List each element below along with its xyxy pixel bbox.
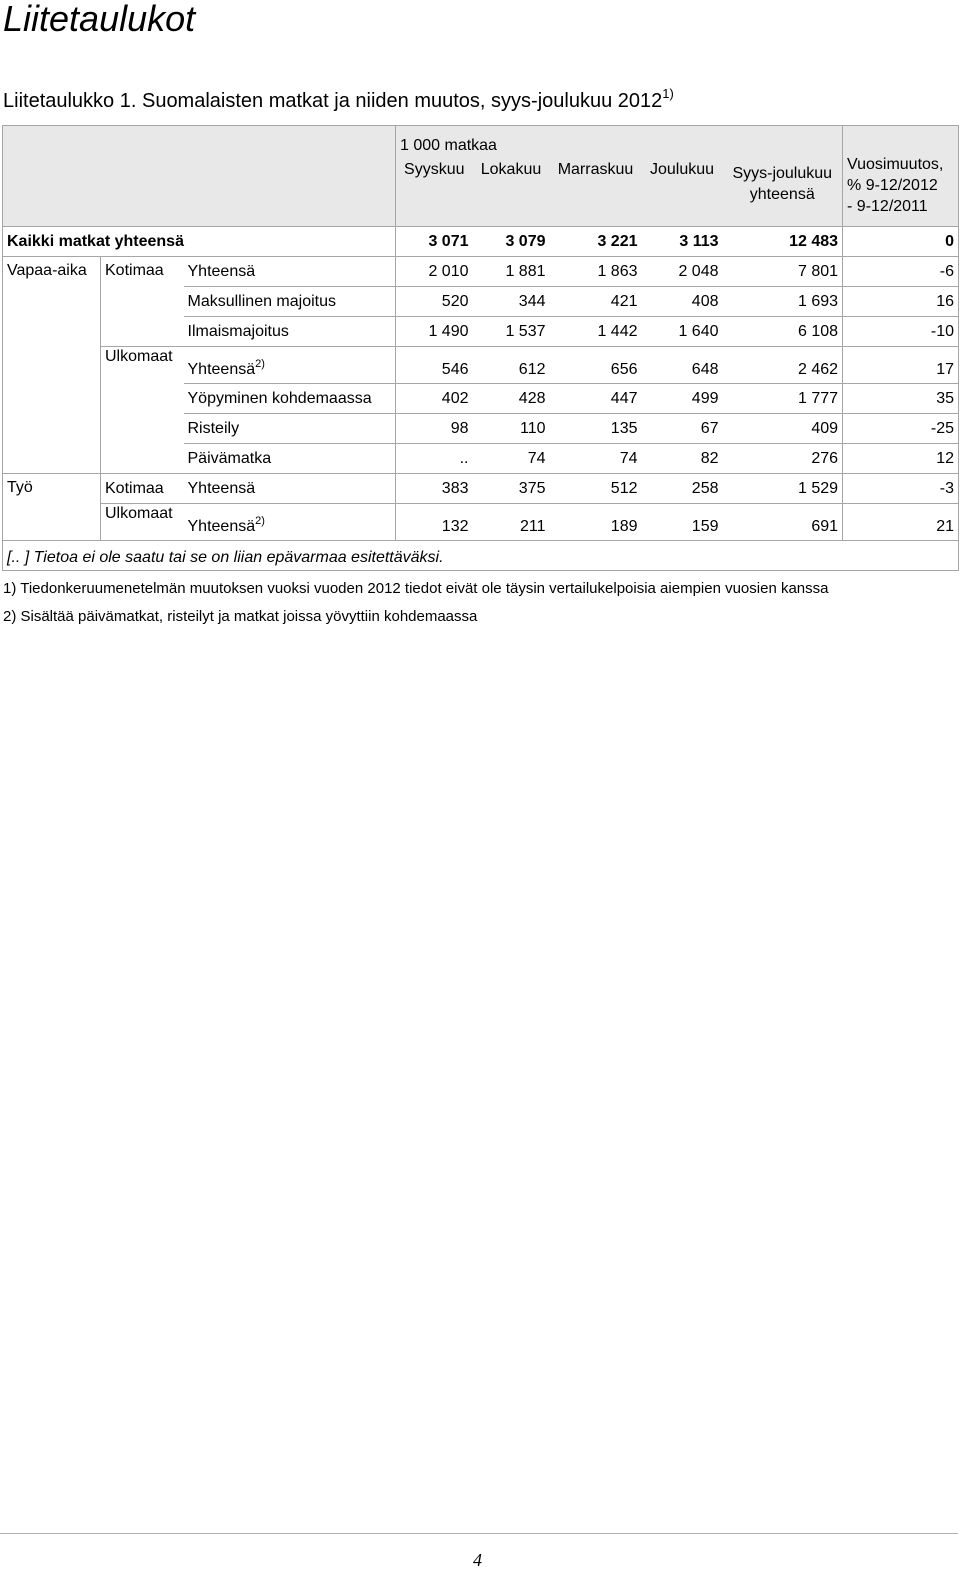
cell-value: 159 xyxy=(642,504,723,541)
row-label: Ilmaismajoitus xyxy=(184,317,396,347)
row-label: Risteily xyxy=(184,414,396,444)
cell-value: 1 863 xyxy=(550,257,642,287)
cell-value: -25 xyxy=(843,414,959,444)
header-month: Marraskuu xyxy=(550,155,642,179)
table-title-footnote-ref: 1) xyxy=(662,86,674,101)
table-row xyxy=(3,504,959,541)
cell-value: 74 xyxy=(550,444,642,474)
cell-value: 74 xyxy=(473,444,550,474)
cell-value: 67 xyxy=(642,414,723,444)
cell-value: 546 xyxy=(396,347,473,384)
footnote-ref: 2) xyxy=(255,515,265,527)
header-total-line2: yhteensä xyxy=(749,185,815,203)
header-annual-change xyxy=(843,126,959,227)
header-blank-cell xyxy=(3,126,396,227)
cell-value: 1 442 xyxy=(550,317,642,347)
cell-value: 428 xyxy=(473,384,550,414)
cell-value: .. xyxy=(396,444,473,474)
header-spacer xyxy=(396,179,473,227)
cell-value: 1 490 xyxy=(396,317,473,347)
cell-value: 648 xyxy=(642,347,723,384)
table-row xyxy=(3,257,959,287)
cell-value: 1 529 xyxy=(723,474,843,504)
footnote-ref: 2) xyxy=(255,358,265,370)
footnote-1: 1) Tiedonkeruumenetelmän muutoksen vuoksi vuoden 2012 tiedot eivät ole täysin vertailukelpoisia aiempien vuosien kanssa xyxy=(3,580,829,597)
table-row xyxy=(3,347,959,384)
subgroup-abroad: Ulkomaat xyxy=(101,504,184,541)
table-title xyxy=(3,86,674,113)
cell-value: 512 xyxy=(550,474,642,504)
cell-value: 82 xyxy=(642,444,723,474)
cell-value: 132 xyxy=(396,504,473,541)
cell-value: 110 xyxy=(473,414,550,444)
header-spacer xyxy=(473,179,550,227)
page-heading: Liitetaulukot xyxy=(3,0,196,39)
cell-value: 258 xyxy=(642,474,723,504)
footer-divider xyxy=(0,1533,958,1534)
row-label: Päivämatka xyxy=(184,444,396,474)
header-unit: 1 000 matkaa xyxy=(396,126,843,155)
cell-value: 421 xyxy=(550,287,642,317)
header-month: Lokakuu xyxy=(473,155,550,179)
header-row-unit xyxy=(3,126,959,155)
cell-value: 691 xyxy=(723,504,843,541)
group-work: Työ xyxy=(3,474,101,541)
header-spacer xyxy=(642,179,723,227)
table-row-total xyxy=(3,227,959,257)
header-change-line1: Vuosimuutos, xyxy=(847,156,944,173)
cell-value: 21 xyxy=(843,504,959,541)
cell-value: 1 537 xyxy=(473,317,550,347)
cell-value: 189 xyxy=(550,504,642,541)
cell-value: 1 777 xyxy=(723,384,843,414)
cell-value: 2 462 xyxy=(723,347,843,384)
cell-value: 520 xyxy=(396,287,473,317)
cell-value: -6 xyxy=(843,257,959,287)
header-period-total xyxy=(723,155,843,227)
header-change-line3: - 9-12/2011 xyxy=(847,198,928,215)
header-month: Syyskuu xyxy=(396,155,473,179)
cell-value: 344 xyxy=(473,287,550,317)
row-label: Yhteensä xyxy=(184,257,396,287)
cell-value: -10 xyxy=(843,317,959,347)
header-month: Joulukuu xyxy=(642,155,723,179)
header-total-line1: Syys-joulukuu xyxy=(732,164,833,182)
cell-value: 0 xyxy=(843,227,959,257)
cell-value: 7 801 xyxy=(723,257,843,287)
header-change-line2: % 9-12/2012 xyxy=(847,177,938,194)
row-label: Yhteensä$^{2)}$ xyxy=(184,504,396,541)
cell-value: 1 693 xyxy=(723,287,843,317)
cell-value: 211 xyxy=(473,504,550,541)
cell-value: 16 xyxy=(843,287,959,317)
cell-value: 499 xyxy=(642,384,723,414)
cell-value: 402 xyxy=(396,384,473,414)
symbol-note: [.. ] Tietoa ei ole saatu tai se on liian epävarmaa esitettäväksi. xyxy=(3,541,959,571)
cell-value: 35 xyxy=(843,384,959,414)
table-row xyxy=(3,474,959,504)
cell-value: 408 xyxy=(642,287,723,317)
cell-value: 375 xyxy=(473,474,550,504)
subgroup-abroad: Ulkomaat xyxy=(101,347,184,474)
cell-value: 2 010 xyxy=(396,257,473,287)
page-number: 4 xyxy=(473,1550,482,1570)
cell-value: 3 113 xyxy=(642,227,723,257)
group-leisure: Vapaa-aika xyxy=(3,257,101,474)
cell-value: 3 071 xyxy=(396,227,473,257)
cell-value: 3 079 xyxy=(473,227,550,257)
cell-value: 1 640 xyxy=(642,317,723,347)
cell-value: 2 048 xyxy=(642,257,723,287)
cell-value: 135 xyxy=(550,414,642,444)
cell-value: 17 xyxy=(843,347,959,384)
cell-value: 409 xyxy=(723,414,843,444)
cell-value: 12 483 xyxy=(723,227,843,257)
table-note-row xyxy=(3,541,959,571)
cell-value: 612 xyxy=(473,347,550,384)
cell-value: 276 xyxy=(723,444,843,474)
row-label: Kaikki matkat yhteensä xyxy=(3,227,396,257)
footnote-2: 2) Sisältää päivämatkat, risteilyt ja matkat joissa yövyttiin kohdemaassa xyxy=(3,608,478,625)
table-title-text: Liitetaulukko 1. Suomalaisten matkat ja niiden muutos, syys-joulukuu 2012 xyxy=(3,90,663,112)
cell-value: 1 881 xyxy=(473,257,550,287)
travel-statistics-table xyxy=(2,125,959,571)
header-spacer xyxy=(550,179,642,227)
cell-value: 6 108 xyxy=(723,317,843,347)
row-label: Maksullinen majoitus xyxy=(184,287,396,317)
cell-value: 383 xyxy=(396,474,473,504)
subgroup-domestic: Kotimaa xyxy=(101,474,184,504)
row-label: Yhteensä xyxy=(184,474,396,504)
cell-value: 98 xyxy=(396,414,473,444)
cell-value: -3 xyxy=(843,474,959,504)
cell-value: 12 xyxy=(843,444,959,474)
row-label: Yhteensä$^{2)}$ xyxy=(184,347,396,384)
subgroup-domestic: Kotimaa xyxy=(101,257,184,347)
cell-value: 656 xyxy=(550,347,642,384)
row-label: Yöpyminen kohdemaassa xyxy=(184,384,396,414)
cell-value: 447 xyxy=(550,384,642,414)
cell-value: 3 221 xyxy=(550,227,642,257)
